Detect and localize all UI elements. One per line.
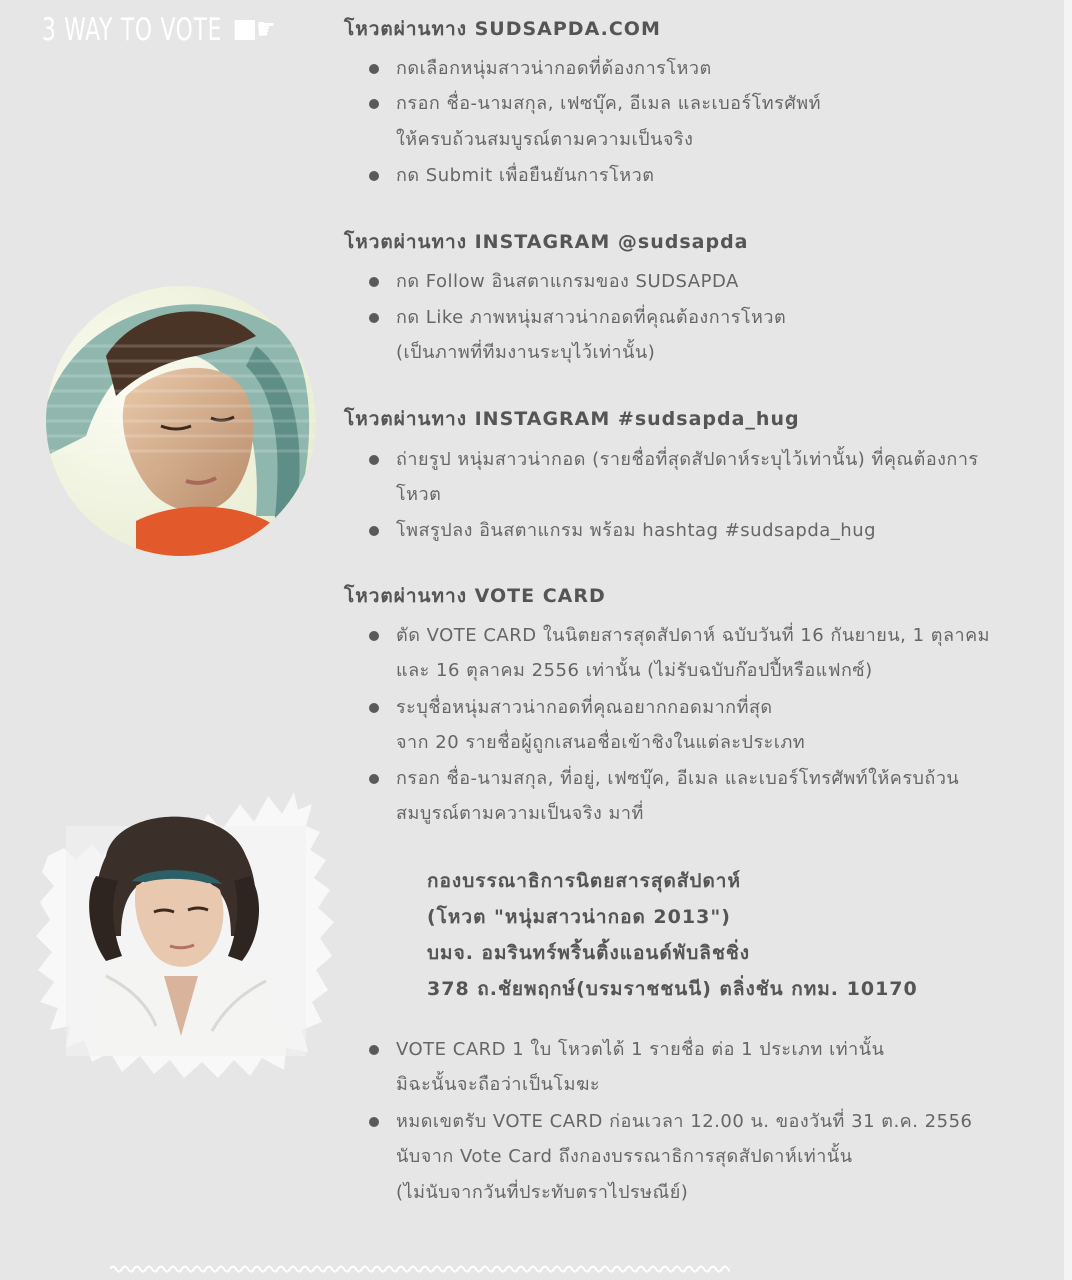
bullet-dot xyxy=(369,774,379,784)
bullet-dot xyxy=(369,1045,379,1055)
list-item: ระบุชื่อหนุ่มสาวน่ากอดที่คุณอยากกอดมากที่สุด xyxy=(396,697,773,718)
bullet-dot xyxy=(369,64,379,74)
list-item: ตัด VOTE CARD ในนิตยสารสุดสัปดาห์ ฉบับวันที่ 16 กันยายน, 1 ตุลาคม xyxy=(396,625,990,646)
address-line: กองบรรณาธิการนิตยสารสุดสัปดาห์ xyxy=(427,870,741,892)
address-line: (โหวต "หนุ่มสาวน่ากอด 2013") xyxy=(427,906,731,928)
bullet-dot xyxy=(369,526,379,536)
list-item: กด Like ภาพหนุ่มสาวน่ากอดที่คุณต้องการโหวต xyxy=(396,307,787,328)
bullet-dot xyxy=(369,277,379,287)
list-item: กด Follow อินสตาแกรมของ SUDSAPDA xyxy=(396,271,739,292)
page-heading xyxy=(42,12,276,48)
portrait-photo-torn xyxy=(36,786,336,1078)
portrait-photo-circle xyxy=(46,286,316,556)
address-line: 378 ถ.ชัยพฤกษ์(บรมราชชนนี) ตลิ่งชัน กทม. 10170 xyxy=(427,978,918,1000)
section-title-vote-card: โหวตผ่านทาง VOTE CARD xyxy=(344,585,606,607)
list-item: กรอก ชื่อ-นามสกุล, เฟซบุ๊ค, อีเมล และเบอร์โทรศัพท์ xyxy=(396,93,821,114)
section-title-instagram-account: โหวตผ่านทาง INSTAGRAM @sudsapda xyxy=(344,231,749,253)
bullet-dot xyxy=(369,99,379,109)
list-item-continuation: นับจาก Vote Card ถึงกองบรรณาธิการสุดสัปดาห์เท่านั้น xyxy=(396,1146,853,1167)
list-item-continuation: โหวต xyxy=(396,484,442,505)
section-title-instagram-hashtag: โหวตผ่านทาง INSTAGRAM #sudsapda_hug xyxy=(344,408,800,430)
list-item: กดเลือกหนุ่มสาวน่ากอดที่ต้องการโหวต xyxy=(396,58,712,79)
list-item-continuation: และ 16 ตุลาคม 2556 เท่านั้น (ไม่รับฉบับก๊อปปี้หรือแฟกซ์) xyxy=(396,660,873,681)
list-item-continuation: (ไม่นับจากวันที่ประทับตราไปรษณีย์) xyxy=(396,1182,689,1203)
address-line: บมจ. อมรินทร์พริ้นติ้งแอนด์พับลิชชิ่ง xyxy=(427,942,751,964)
list-item: ถ่ายรูป หนุ่มสาวน่ากอด (รายชื่อที่สุดสัปดาห์ระบุไว้เท่านั้น) ที่คุณต้องการ xyxy=(396,449,979,470)
bullet-dot xyxy=(369,455,379,465)
list-item-continuation: จาก 20 รายชื่อผู้ถูกเสนอชื่อเข้าชิงในแต่ละประเภท xyxy=(396,732,806,753)
wavy-divider xyxy=(110,1262,730,1276)
bullet-dot xyxy=(369,1117,379,1127)
section-title-website: โหวตผ่านทาง SUDSAPDA.COM xyxy=(344,18,661,40)
bullet-dot xyxy=(369,313,379,323)
list-item-continuation: มิฉะนั้นจะถือว่าเป็นโมฆะ xyxy=(396,1074,600,1095)
bullet-dot xyxy=(369,171,379,181)
bullet-dot xyxy=(369,703,379,713)
list-item: กด Submit เพื่อยืนยันการโหวต xyxy=(396,165,655,186)
pointing-hand-icon: ☛ xyxy=(235,15,276,45)
list-item-continuation: สมบูรณ์ตามความเป็นจริง มาที่ xyxy=(396,803,644,824)
list-item-continuation: (เป็นภาพที่ทีมงานระบุไว้เท่านั้น) xyxy=(396,342,656,363)
bullet-dot xyxy=(369,631,379,641)
right-edge-strip xyxy=(1064,0,1072,1280)
list-item: โพสรูปลง อินสตาแกรม พร้อม hashtag #sudsapda_hug xyxy=(396,520,877,541)
heading-title: 3 WAY TO VOTE xyxy=(42,12,223,48)
list-item: หมดเขตรับ VOTE CARD ก่อนเวลา 12.00 น. ของวันที่ 31 ต.ค. 2556 xyxy=(396,1111,973,1132)
list-item: กรอก ชื่อ-นามสกุล, ที่อยู่, เฟซบุ๊ค, อีเมล และเบอร์โทรศัพท์ให้ครบถ้วน xyxy=(396,768,960,789)
list-item-continuation: ให้ครบถ้วนสมบูรณ์ตามความเป็นจริง xyxy=(396,129,694,150)
list-item: VOTE CARD 1 ใบ โหวตได้ 1 รายชื่อ ต่อ 1 ประเภท เท่านั้น xyxy=(396,1039,885,1060)
